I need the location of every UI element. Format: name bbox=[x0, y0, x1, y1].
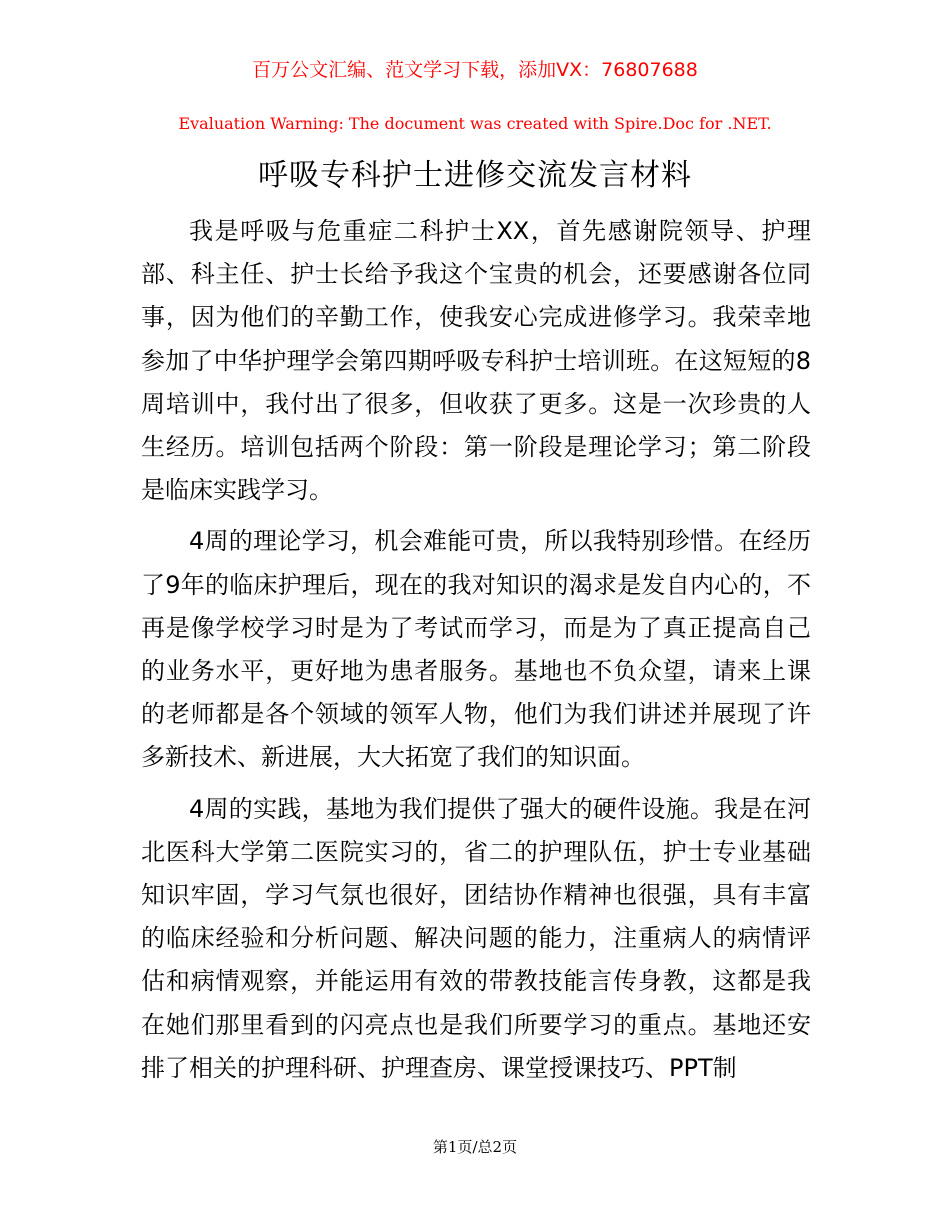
header-ad-text: 百万公文汇编、范文学习下载，添加VX：76807688 bbox=[252, 59, 698, 81]
body-paragraph: 4周的理论学习，机会难能可贵，所以我特别珍惜。在经历了9年的临床护理后，现在的我对知识的渴求是发自内心的，不再是像学校学习时是为了考试而学习，而是为了真正提高自己的业务水平，更好地为患者服务。基地也不负众望，请来上课的老师都是各个领域的领军人物，他们为我们讲述并展现了许多新技术、新进展，大大拓宽了我们的知识面。 bbox=[141, 527, 811, 772]
document-title: 呼吸专科护士进修交流发言材料 bbox=[258, 158, 692, 193]
document-body bbox=[141, 210, 811, 1098]
page-footer-number: 第1页/总2页 bbox=[432, 1138, 518, 1156]
body-paragraph: 我是呼吸与危重症二科护士XX，首先感谢院领导、护理部、科主任、护士长给予我这个宝贵的机会，还要感谢各位同事，因为他们的辛勤工作，使我安心完成进修学习。我荣幸地参加了中华护理学会第四期呼吸专科护士培训班。在这短短的8周培训中，我付出了很多，但收获了更多。这是一次珍贵的人生经历。培训包括两个阶段：第一阶段是理论学习；第二阶段是临床实践学习。 bbox=[141, 217, 811, 505]
evaluation-warning: Evaluation Warning: The document was created with Spire.Doc for .NET. bbox=[178, 114, 772, 133]
body-paragraph: 4周的实践，基地为我们提供了强大的硬件设施。我是在河北医科大学第二医院实习的，省二的护理队伍，护士专业基础知识牢固，学习气氛也很好，团结协作精神也很强，具有丰富的临床经验和分析问题、解决问题的能力，注重病人的病情评估和病情观察，并能运用有效的带教技能言传身教，这都是我在她们那里看到的闪亮点也是我们所要学习的重点。基地还安排了相关的护理科研、护理查房、课堂授课技巧、PPT制 bbox=[141, 794, 811, 1082]
